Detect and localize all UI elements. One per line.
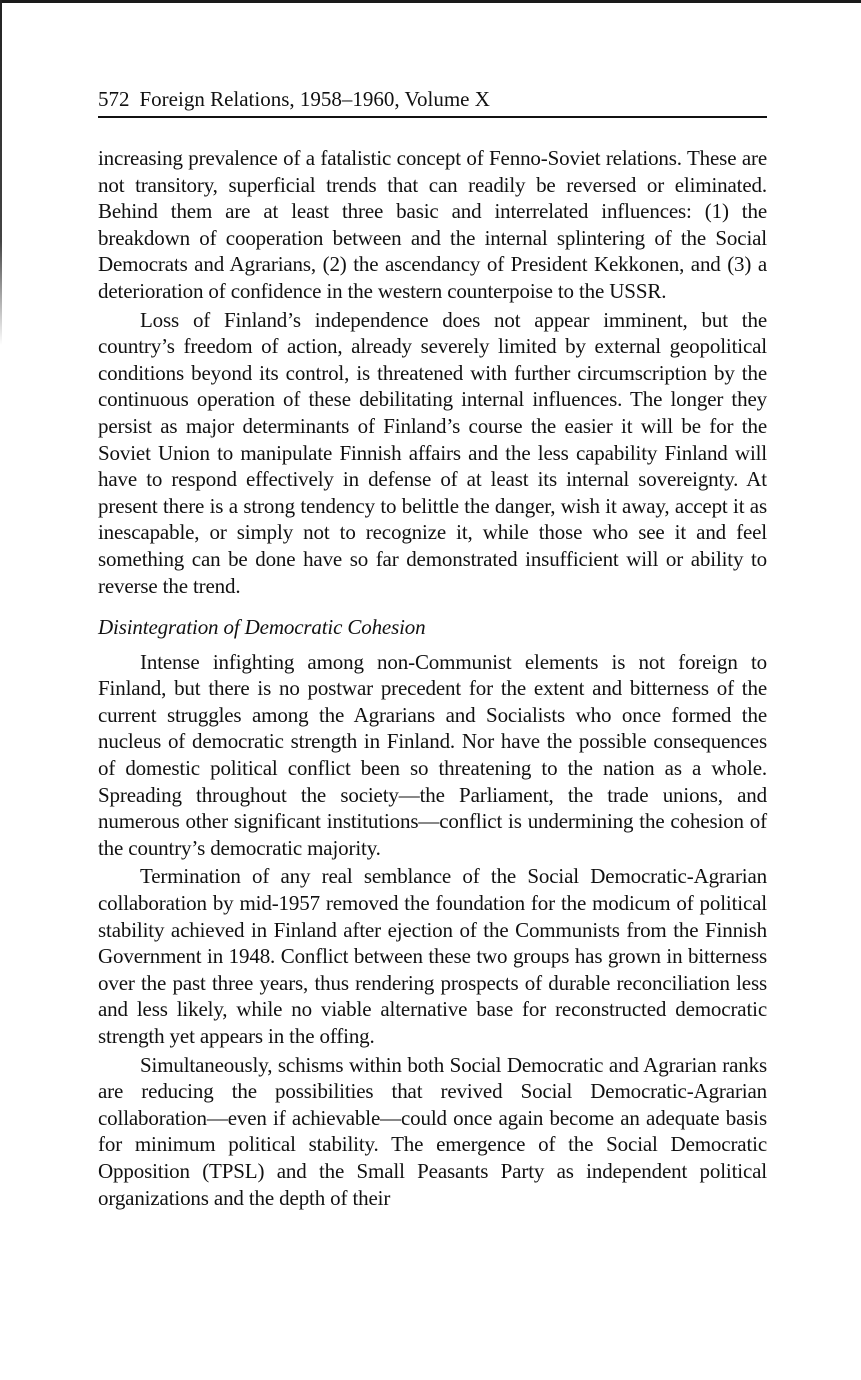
book-page [98,84,767,1211]
section-heading: Disintegration of Democratic Cohesion [98,615,426,640]
scan-edge-left [0,0,2,345]
paragraph: Intense infighting among non-Communist elements is not foreign to Finland, but there is no postwar precedent for the extent and bitterness of the current struggles among the Agrarians and Socialists who once formed the nucleus of democratic strength in Finland. Nor have the possible consequences of domestic political conflict been so threatening to the nation as a whole. Spreading throughout the society—the Parliament, the trade unions, and numerous other significant institutions—conflict is undermining the cohesion of the country’s democratic majority. [98,649,767,860]
paragraph-continued: increasing prevalence of a fatalistic concept of Fenno-Soviet relations. These are not transitory, superficial trends that can readily be reversed or eliminated. Behind them are at least three basic and interrelated influences: (1) the breakdown of cooperation between and the internal splintering of the Social Democrats and Agrarians, (2) the ascendancy of President Kekkonen, and (3) a deterioration of confidence in the western counterpoise to the USSR. [98,146,767,303]
paragraph: Loss of Finland’s independence does not appear imminent, but the country’s freedom of action, already severely limited by external geopolitical conditions beyond its control, is threatened with further circumscription by the continuous operation of these debilitating internal influences. The longer they persist as major determinants of Finland’s course the easier it will be for the Soviet Union to manipulate Finnish affairs and the less capability Finland will have to respond effectively in defense of at least its internal sovereignty. At present there is a strong tendency to belittle the danger, wish it away, accept it as inescapable, or simply not to recognize it, while those who see it and feel something can be done have so far demonstrated insufficient will or ability to reverse the trend. [98,307,767,598]
paragraph: Termination of any real semblance of the Social Democratic-Agrarian collaboration by mid-1957 removed the foundation for the modicum of political stability achieved in Finland after ejection of the Communists from the Finnish Government in 1948. Conflict between these two groups has grown in bitterness over the past three years, thus rendering prospects of durable reconciliation less and less likely, while no viable alternative base for reconstructed democratic strength yet appears in the offing. [98,864,767,1048]
scan-edge-top [0,0,861,3]
running-head [98,84,767,118]
paragraph: Simultaneously, schisms within both Social Democratic and Agrarian ranks are reducing the possibilities that revived Social Democratic-Agrarian collaboration—even if achievable—could once again become an adequate basis for minimum political stability. The emergence of the Social Democratic Opposition (TPSL) and the Small Peasants Party as independent political organizations and the depth of their [98,1052,767,1210]
body-text [98,145,767,1211]
page-number: 572 [98,87,130,111]
running-head-title: Foreign Relations, 1958–1960, Volume X [139,87,490,111]
